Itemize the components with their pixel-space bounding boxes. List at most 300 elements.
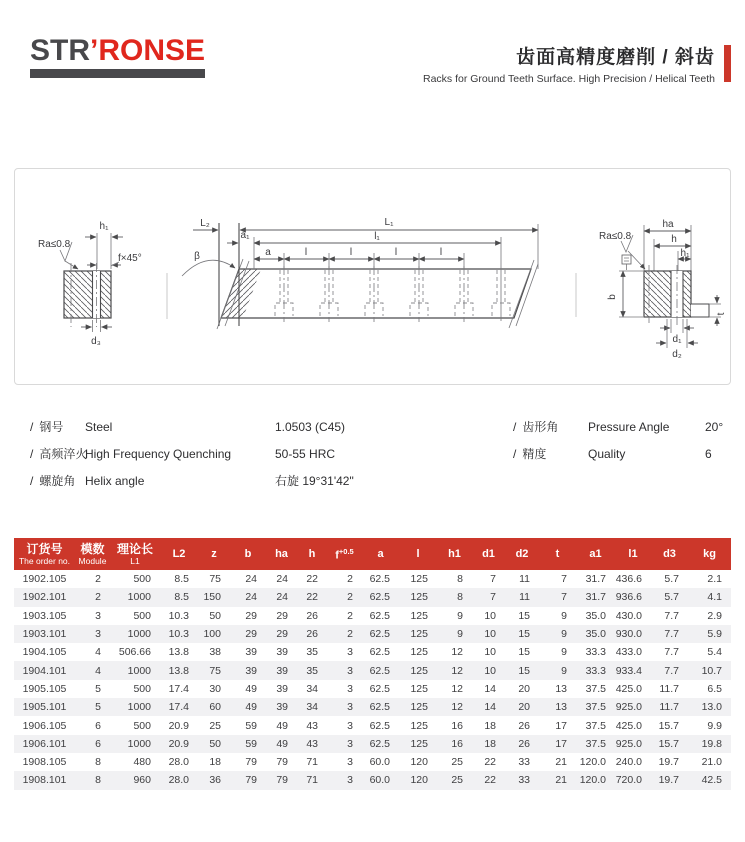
table-cell: 79 [276,756,288,769]
table-cell: 12 [451,646,463,659]
table-cell: 49 [276,719,288,732]
table-cell: 37.5 [585,719,606,732]
table-cell: 59 [245,719,257,732]
table-cell: 14 [484,682,496,695]
table-cell: 22 [484,774,496,787]
order-number-cell: 1908.105 [22,756,67,769]
table-cell: 10.3 [168,609,189,622]
table-cell: 25 [451,756,463,769]
table-cell: 17.4 [168,701,189,714]
table-cell: 10.7 [701,664,722,677]
table-cell: 29 [245,609,257,622]
table-cell: 21 [555,774,567,787]
table-row [14,643,731,661]
table-cell: 9 [561,664,567,677]
table-cell: 18 [209,756,221,769]
table-cell: 5.7 [664,591,679,604]
table-cell: 28.0 [168,774,189,787]
table-cell: 28.0 [168,756,189,769]
dim-label-ha: ha [662,219,674,230]
table-cell: 39 [276,646,288,659]
spec-value: 1.0503 (C45) [275,420,346,434]
table-cell: 62.5 [369,737,390,750]
table-cell: 31.7 [585,573,606,586]
table-cell: 10 [484,609,496,622]
table-cell: 22 [306,591,318,604]
title-accent-bar [724,45,731,82]
table-row [14,625,731,643]
table-cell: 22 [484,756,496,769]
column-header: d1 [472,538,505,570]
table-cell: 21 [555,756,567,769]
table-cell: 6.5 [707,682,722,695]
table-cell: 18 [484,737,496,750]
dim-label-a1: a₁ [240,230,250,241]
table-cell: 125 [410,628,428,641]
spec-row-steel [30,414,354,441]
dim-label-L2: L₂ [200,218,210,229]
spec-value: 6 [705,447,712,461]
spec-label-en: Steel [85,420,113,434]
table-cell: 2 [95,573,101,586]
table-cell: 7 [561,573,567,586]
dim-label-d1: d₁ [672,334,682,345]
table-cell: 29 [245,628,257,641]
table-cell: 49 [276,737,288,750]
table-row [14,771,731,789]
spec-label-zh [513,414,588,441]
spec-label-zh [30,414,85,441]
table-cell: 43 [306,719,318,732]
spec-label-en: High Frequency Quenching [85,447,232,461]
table-cell: 9 [561,646,567,659]
table-cell: 125 [410,719,428,732]
table-cell: 20.9 [168,737,189,750]
table-cell: 120 [410,756,428,769]
table-row [14,680,731,698]
spec-value: 50-55 HRC [275,447,336,461]
table-cell: 39 [245,664,257,677]
table-cell: 16 [451,737,463,750]
order-number-cell: 1902.105 [22,573,67,586]
table-cell: 31.7 [585,591,606,604]
table-cell: 425.0 [615,682,642,695]
order-number-cell: 1908.101 [22,774,67,787]
page-title-zh: 齿面高精度磨削 / 斜齿 [516,47,715,68]
column-header: 模数 Module [75,538,110,570]
table-cell: 59 [245,737,257,750]
table-cell: 125 [410,591,428,604]
table-cell: 37.5 [585,737,606,750]
column-header: l1 [615,538,651,570]
table-cell: 8.5 [174,591,189,604]
spec-zh-text: 螺旋角 [39,474,76,488]
table-cell: 49 [245,682,257,695]
logo-text [30,36,205,66]
table-cell: 480 [133,756,151,769]
brand-logo [30,36,205,78]
table-cell: 19.7 [658,756,679,769]
rack-side-view [182,217,538,329]
table-cell: 20 [518,682,530,695]
table-cell: 33.3 [585,664,606,677]
table-cell: 17 [555,719,567,732]
dim-label-t: t [716,312,727,316]
table-cell: 15 [518,609,530,622]
table-cell: 2 [347,591,353,604]
table-cell: 7.7 [664,646,679,659]
tolerance-symbol [622,255,631,264]
table-cell: 13 [555,701,567,714]
spec-label-zh [513,441,588,468]
logo-apostrophe: ’ [90,34,99,67]
order-number-cell: 1906.105 [22,719,67,732]
table-cell: 436.6 [615,573,642,586]
spec-zh-text: 高频淬火 [39,447,88,461]
dim-label-l: l [304,247,308,258]
dim-label-l: l [439,247,443,258]
table-cell: 125 [410,737,428,750]
table-cell: 506.66 [118,646,151,659]
slash-mark: / [30,474,34,488]
table-cell: 62.5 [369,591,390,604]
table-cell: 42.5 [701,774,722,787]
order-number-cell: 1906.101 [22,737,67,750]
table-cell: 4 [95,646,101,659]
table-cell: 19.7 [658,774,679,787]
table-cell: 10 [484,664,496,677]
table-cell: 3 [347,719,353,732]
rack-drawing-svg [15,169,730,384]
order-number-cell: 1905.101 [22,701,67,714]
table-cell: 39 [276,664,288,677]
table-cell: 24 [245,591,257,604]
slash-mark: / [513,420,517,434]
table-cell: 25 [451,774,463,787]
table-header-row [14,538,731,570]
table-cell: 3 [347,737,353,750]
table-cell: 62.5 [369,664,390,677]
table-cell: 125 [410,664,428,677]
spec-value: 右旋 19°31'42" [275,474,354,488]
table-cell: 3 [347,756,353,769]
table-cell: 433.0 [615,646,642,659]
slash-mark: / [30,420,34,434]
table-cell: 8.5 [174,573,189,586]
table-row [14,607,731,625]
column-header: L2 [160,538,198,570]
table-cell: 1000 [127,737,151,750]
table-cell: 1000 [127,664,151,677]
table-cell: 33.3 [585,646,606,659]
table-cell: 20 [518,701,530,714]
logo-text-ronse: RONSE [98,34,206,67]
table-cell: 36 [209,774,221,787]
table-cell: 62.5 [369,628,390,641]
table-cell: 39 [245,646,257,659]
column-header: h1 [437,538,472,570]
table-cell: 10 [484,646,496,659]
order-number-cell: 1905.105 [22,682,67,695]
table-cell: 35 [306,646,318,659]
spec-label-zh [30,441,88,468]
column-header: z [198,538,230,570]
table-cell: 3 [347,682,353,695]
table-cell: 1000 [127,628,151,641]
table-cell: 11 [519,573,530,586]
left-section-view [38,221,142,347]
product-table [14,538,731,790]
table-row [14,753,731,771]
table-cell: 720.0 [615,774,642,787]
table-cell: 3 [347,664,353,677]
table-row [14,588,731,606]
table-cell: 150 [203,591,221,604]
dim-label-ra-right: Ra≤0.8 [599,231,632,242]
table-cell: 79 [245,756,257,769]
column-header: b [230,538,266,570]
table-cell: 13.8 [168,646,189,659]
order-number-cell: 1904.101 [22,664,67,677]
table-cell: 29 [276,609,288,622]
spec-row-helix-angle [30,468,354,495]
table-cell: 2.1 [707,573,722,586]
table-row [14,716,731,734]
column-header: kg [688,538,731,570]
table-cell: 933.4 [615,664,642,677]
spec-zh-text: 齿形角 [522,420,559,434]
table-cell: 2 [347,628,353,641]
spec-value: 20° [705,420,724,434]
table-cell: 240.0 [615,756,642,769]
table-row [14,570,731,588]
table-cell: 9 [457,628,463,641]
spec-row-quality [513,441,723,468]
table-cell: 6 [95,719,101,732]
table-cell: 62.5 [369,682,390,695]
table-cell: 33 [518,756,530,769]
table-cell: 11 [519,591,530,604]
table-cell: 925.0 [615,737,642,750]
table-cell: 71 [306,774,318,787]
logo-text-str: STR [30,34,90,67]
table-cell: 11.7 [659,701,679,714]
table-cell: 62.5 [369,701,390,714]
column-header: a [362,538,399,570]
table-cell: 500 [133,682,151,695]
dim-label-a: a [265,247,271,258]
table-cell: 62.5 [369,719,390,732]
dim-label-L1: L₁ [384,217,394,228]
table-cell: 3 [347,774,353,787]
table-cell: 35 [306,664,318,677]
table-cell: 25 [209,719,221,732]
table-cell: 33 [518,774,530,787]
table-cell: 60.0 [369,774,390,787]
table-cell: 8 [95,756,101,769]
table-cell: 5 [95,682,101,695]
order-number-cell: 1903.105 [22,609,67,622]
table-cell: 7.7 [664,628,679,641]
table-cell: 15 [518,646,530,659]
table-cell: 19.8 [701,737,722,750]
table-cell: 500 [133,573,151,586]
table-cell: 9.9 [707,719,722,732]
table-cell: 38 [209,646,221,659]
column-header: 订货号 The order no. [14,538,75,570]
column-header: a1 [576,538,615,570]
technical-drawing [14,168,731,385]
table-cell: 26 [306,609,318,622]
table-cell: 18 [484,719,496,732]
table-cell: 62.5 [369,609,390,622]
table-cell: 5.7 [664,573,679,586]
table-cell: 39 [276,701,288,714]
dim-label-b: b [607,294,618,300]
table-cell: 936.6 [615,591,642,604]
table-cell: 21.0 [701,756,722,769]
table-cell: 26 [518,737,530,750]
table-cell: 13.8 [168,664,189,677]
table-body [14,570,731,790]
table-cell: 120.0 [579,756,606,769]
table-cell: 49 [245,701,257,714]
table-cell: 2 [347,609,353,622]
table-cell: 125 [410,609,428,622]
table-cell: 7 [561,591,567,604]
table-cell: 2 [95,591,101,604]
slash-mark: / [513,447,517,461]
table-cell: 60.0 [369,756,390,769]
table-cell: 500 [133,719,151,732]
spec-label-zh [30,468,85,495]
table-cell: 6 [95,737,101,750]
dim-label-l: l [394,247,398,258]
table-cell: 39 [276,682,288,695]
table-cell: 17.4 [168,682,189,695]
table-cell: 50 [209,737,221,750]
table-cell: 125 [410,701,428,714]
table-cell: 16 [451,719,463,732]
table-cell: 120.0 [579,774,606,787]
table-cell: 500 [133,609,151,622]
spec-zh-text: 钢号 [39,420,64,434]
table-cell: 125 [410,646,428,659]
dim-label-f45: f×45° [118,253,142,264]
dim-label-beta: β [194,251,200,262]
table-cell: 12 [451,701,463,714]
table-cell: 2.9 [707,609,722,622]
table-cell: 5.9 [707,628,722,641]
table-cell: 34 [306,682,318,695]
table-cell: 71 [306,756,318,769]
table-cell: 79 [245,774,257,787]
spec-row-quenching [30,441,354,468]
table-cell: 14 [484,701,496,714]
table-cell: 930.0 [615,628,642,641]
dim-label-l: l [349,247,353,258]
specs-right-column [513,414,723,468]
column-header: 理论长 L1 [110,538,160,570]
table-cell: 24 [276,591,288,604]
table-cell: 29 [276,628,288,641]
table-cell: 17 [555,737,567,750]
table-cell: 24 [245,573,257,586]
table-cell: 2 [347,573,353,586]
table-cell: 960 [133,774,151,787]
table-cell: 125 [410,573,428,586]
table-cell: 15 [518,664,530,677]
column-header: ha [266,538,297,570]
table-row [14,698,731,716]
column-header: d3 [651,538,688,570]
table-cell: 9 [561,609,567,622]
spec-label-en: Quality [588,447,626,461]
table-cell: 37.5 [585,701,606,714]
column-header: l [399,538,437,570]
dim-label-h: h [671,234,677,245]
spec-label-en: Pressure Angle [588,420,670,434]
table-cell: 15.7 [658,719,679,732]
order-number-cell: 1902.101 [22,591,67,604]
table-cell: 125 [410,682,428,695]
table-cell: 15 [518,628,530,641]
table-cell: 26 [306,628,318,641]
table-cell: 1000 [127,591,151,604]
table-cell: 1000 [127,701,151,714]
table-cell: 22 [306,573,318,586]
table-cell: 34 [306,701,318,714]
dim-label-l1: l₁ [374,231,380,242]
logo-underline [30,69,205,78]
table-cell: 35.0 [585,628,606,641]
spec-row-pressure-angle [513,414,723,441]
dim-label-h1-left: h₁ [99,221,109,232]
table-cell: 4.1 [707,591,722,604]
spec-label-en: Helix angle [85,474,145,488]
table-cell: 62.5 [369,646,390,659]
table-cell: 13 [555,682,567,695]
dim-label-d3: d₃ [91,336,101,347]
table-cell: 7 [490,573,496,586]
page-title-block [423,42,715,85]
table-cell: 20.9 [168,719,189,732]
column-header: d2 [505,538,539,570]
table-cell: 75 [209,664,221,677]
table-cell: 3 [95,628,101,641]
page-title-en: Racks for Ground Teeth Surface. High Precision / Helical Teeth [422,73,715,85]
table-cell: 12 [451,682,463,695]
table-cell: 3 [347,646,353,659]
table-cell: 925.0 [615,701,642,714]
table-cell: 9 [457,609,463,622]
table-cell: 75 [209,573,221,586]
table-cell: 100 [203,628,221,641]
table-cell: 11.7 [659,682,679,695]
table-cell: 425.0 [615,719,642,732]
table-cell: 430.0 [615,609,642,622]
table-cell: 5 [95,701,101,714]
table-cell: 3 [95,609,101,622]
table-cell: 10 [484,628,496,641]
table-cell: 5.4 [707,646,722,659]
order-number-cell: 1904.105 [22,646,67,659]
table-cell: 79 [276,774,288,787]
specs-left-column [30,414,354,495]
table-cell: 37.5 [585,682,606,695]
table-row [14,661,731,679]
table-cell: 8 [95,774,101,787]
